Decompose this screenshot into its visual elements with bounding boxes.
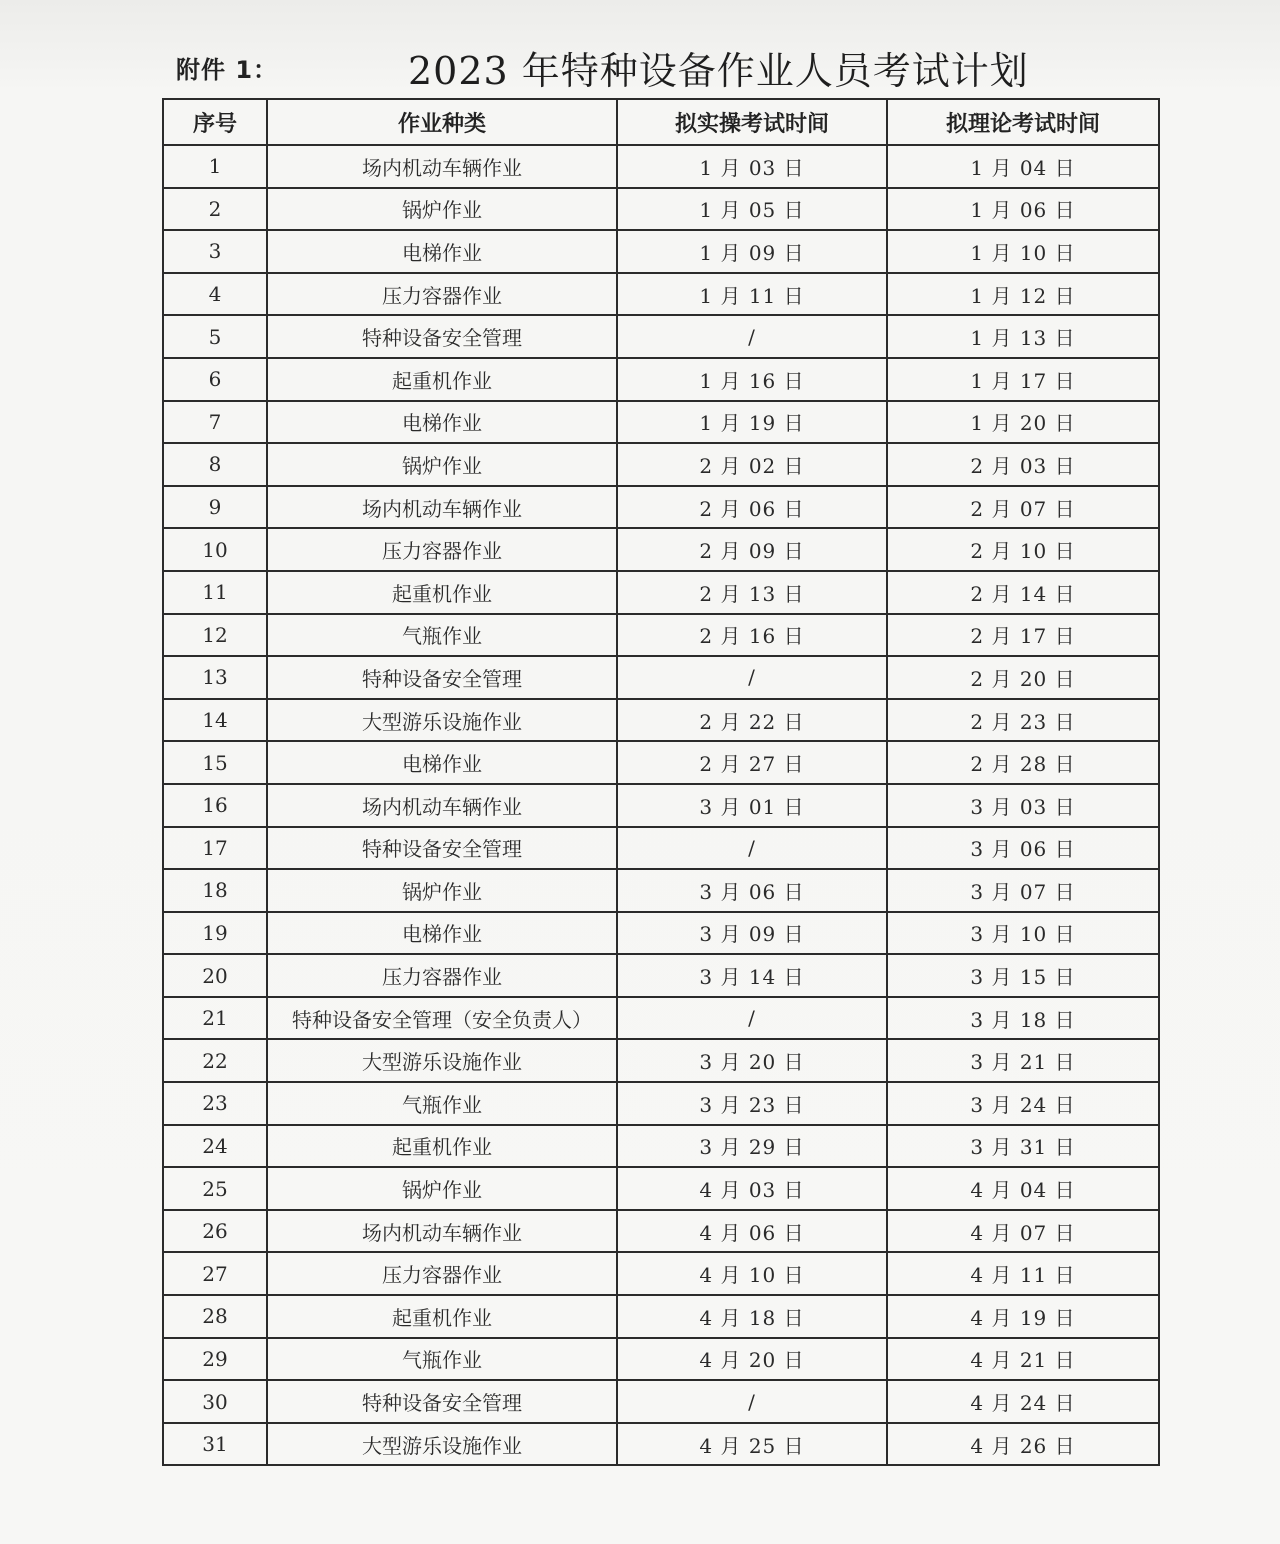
cell-work-type: 大型游乐设施作业 [267,699,617,742]
cell-work-type: 起重机作业 [267,1125,617,1168]
cell-work-type: 特种设备安全管理 [267,827,617,870]
cell-practical-time: / [617,656,887,699]
table-row [163,1167,1159,1210]
cell-theory-time: 2 月 14 日 [887,571,1159,614]
cell-work-type: 压力容器作业 [267,273,617,316]
cell-practical-time: 4 月 20 日 [617,1338,887,1381]
cell-practical-time: / [617,997,887,1040]
cell-work-type: 场内机动车辆作业 [267,784,617,827]
cell-theory-time: 3 月 24 日 [887,1082,1159,1125]
attachment-label: 附件 1： [176,56,279,84]
cell-work-type: 场内机动车辆作业 [267,145,617,188]
cell-no: 19 [163,912,267,955]
cell-work-type: 电梯作业 [267,230,617,273]
cell-work-type: 起重机作业 [267,1295,617,1338]
cell-work-type: 压力容器作业 [267,954,617,997]
cell-work-type: 压力容器作业 [267,1252,617,1295]
header-practical-time: 拟实操考试时间 [617,99,887,145]
cell-practical-time: 4 月 10 日 [617,1252,887,1295]
header-no: 序号 [163,99,267,145]
cell-work-type: 电梯作业 [267,741,617,784]
table-row [163,486,1159,529]
cell-theory-time: 1 月 17 日 [887,358,1159,401]
cell-practical-time: 3 月 06 日 [617,869,887,912]
cell-no: 25 [163,1167,267,1210]
cell-theory-time: 1 月 10 日 [887,230,1159,273]
cell-no: 23 [163,1082,267,1125]
cell-theory-time: 1 月 12 日 [887,273,1159,316]
cell-theory-time: 1 月 20 日 [887,401,1159,444]
cell-work-type: 电梯作业 [267,401,617,444]
cell-no: 30 [163,1380,267,1423]
table-row [163,656,1159,699]
cell-theory-time: 3 月 10 日 [887,912,1159,955]
cell-no: 3 [163,230,267,273]
cell-theory-time: 4 月 04 日 [887,1167,1159,1210]
cell-practical-time: 4 月 18 日 [617,1295,887,1338]
table-row [163,273,1159,316]
cell-no: 29 [163,1338,267,1381]
cell-no: 10 [163,528,267,571]
cell-work-type: 气瓶作业 [267,1082,617,1125]
cell-practical-time: 1 月 09 日 [617,230,887,273]
cell-theory-time: 2 月 03 日 [887,443,1159,486]
table-row [163,784,1159,827]
table-row [163,145,1159,188]
table-row [163,954,1159,997]
cell-no: 14 [163,699,267,742]
cell-practical-time: 1 月 16 日 [617,358,887,401]
header-type: 作业种类 [267,99,617,145]
cell-work-type: 起重机作业 [267,571,617,614]
cell-no: 31 [163,1423,267,1466]
cell-practical-time: 3 月 01 日 [617,784,887,827]
cell-practical-time: 1 月 19 日 [617,401,887,444]
cell-theory-time: 4 月 19 日 [887,1295,1159,1338]
cell-practical-time: 3 月 23 日 [617,1082,887,1125]
cell-practical-time: 2 月 02 日 [617,443,887,486]
cell-no: 18 [163,869,267,912]
table-row [163,1338,1159,1381]
cell-practical-time: 4 月 03 日 [617,1167,887,1210]
cell-no: 27 [163,1252,267,1295]
table-row [163,1380,1159,1423]
cell-practical-time: 4 月 06 日 [617,1210,887,1253]
table-row [163,528,1159,571]
cell-theory-time: 2 月 28 日 [887,741,1159,784]
table-row [163,230,1159,273]
cell-theory-time: 4 月 24 日 [887,1380,1159,1423]
cell-work-type: 特种设备安全管理 [267,1380,617,1423]
cell-practical-time: 1 月 03 日 [617,145,887,188]
header-theory-time: 拟理论考试时间 [887,99,1159,145]
table-row [163,699,1159,742]
cell-work-type: 大型游乐设施作业 [267,1039,617,1082]
table-row [163,1295,1159,1338]
cell-work-type: 特种设备安全管理 [267,656,617,699]
cell-no: 26 [163,1210,267,1253]
cell-practical-time: 3 月 29 日 [617,1125,887,1168]
cell-practical-time: 2 月 06 日 [617,486,887,529]
table-row [163,1210,1159,1253]
cell-theory-time: 3 月 18 日 [887,997,1159,1040]
table-row [163,912,1159,955]
cell-work-type: 气瓶作业 [267,614,617,657]
cell-theory-time: 4 月 07 日 [887,1210,1159,1253]
cell-practical-time: 2 月 16 日 [617,614,887,657]
cell-no: 17 [163,827,267,870]
cell-no: 9 [163,486,267,529]
cell-no: 21 [163,997,267,1040]
table-row [163,571,1159,614]
cell-work-type: 特种设备安全管理 [267,315,617,358]
cell-work-type: 大型游乐设施作业 [267,1423,617,1466]
cell-no: 22 [163,1039,267,1082]
cell-practical-time: / [617,1380,887,1423]
table-row [163,1082,1159,1125]
table-row [163,358,1159,401]
cell-no: 13 [163,656,267,699]
cell-practical-time: / [617,315,887,358]
cell-theory-time: 3 月 03 日 [887,784,1159,827]
cell-practical-time: 1 月 05 日 [617,188,887,231]
cell-practical-time: 3 月 20 日 [617,1039,887,1082]
cell-no: 6 [163,358,267,401]
table-row [163,401,1159,444]
cell-work-type: 场内机动车辆作业 [267,486,617,529]
cell-practical-time: 3 月 14 日 [617,954,887,997]
cell-work-type: 电梯作业 [267,912,617,955]
cell-theory-time: 2 月 23 日 [887,699,1159,742]
cell-no: 5 [163,315,267,358]
table-row [163,869,1159,912]
cell-no: 20 [163,954,267,997]
table-body [163,145,1159,1465]
cell-practical-time: 4 月 25 日 [617,1423,887,1466]
cell-work-type: 特种设备安全管理（安全负责人） [267,997,617,1040]
cell-theory-time: 4 月 11 日 [887,1252,1159,1295]
cell-theory-time: 2 月 07 日 [887,486,1159,529]
cell-no: 24 [163,1125,267,1168]
table-header-row [163,99,1159,145]
cell-work-type: 场内机动车辆作业 [267,1210,617,1253]
cell-work-type: 锅炉作业 [267,869,617,912]
cell-no: 7 [163,401,267,444]
cell-work-type: 锅炉作业 [267,188,617,231]
cell-practical-time: 3 月 09 日 [617,912,887,955]
cell-practical-time: 1 月 11 日 [617,273,887,316]
cell-work-type: 起重机作业 [267,358,617,401]
table-row [163,1039,1159,1082]
cell-no: 28 [163,1295,267,1338]
cell-practical-time: 2 月 09 日 [617,528,887,571]
cell-no: 11 [163,571,267,614]
cell-theory-time: 2 月 20 日 [887,656,1159,699]
cell-theory-time: 2 月 17 日 [887,614,1159,657]
cell-theory-time: 4 月 21 日 [887,1338,1159,1381]
cell-theory-time: 3 月 07 日 [887,869,1159,912]
table-row [163,614,1159,657]
cell-work-type: 压力容器作业 [267,528,617,571]
cell-no: 16 [163,784,267,827]
cell-theory-time: 3 月 15 日 [887,954,1159,997]
table-row [163,1252,1159,1295]
cell-no: 4 [163,273,267,316]
cell-no: 12 [163,614,267,657]
exam-schedule-table [162,98,1160,1466]
cell-practical-time: 2 月 27 日 [617,741,887,784]
cell-practical-time: / [617,827,887,870]
cell-theory-time: 3 月 21 日 [887,1039,1159,1082]
cell-theory-time: 3 月 31 日 [887,1125,1159,1168]
cell-theory-time: 1 月 06 日 [887,188,1159,231]
table-row [163,315,1159,358]
cell-no: 2 [163,188,267,231]
cell-work-type: 气瓶作业 [267,1338,617,1381]
cell-work-type: 锅炉作业 [267,1167,617,1210]
cell-no: 1 [163,145,267,188]
cell-practical-time: 2 月 13 日 [617,571,887,614]
cell-practical-time: 2 月 22 日 [617,699,887,742]
table-row [163,1423,1159,1466]
table-row [163,1125,1159,1168]
cell-theory-time: 2 月 10 日 [887,528,1159,571]
cell-theory-time: 4 月 26 日 [887,1423,1159,1466]
cell-theory-time: 1 月 04 日 [887,145,1159,188]
table-row [163,741,1159,784]
document-title: 2023 年特种设备作业人员考试计划 [408,49,1029,93]
cell-no: 8 [163,443,267,486]
cell-work-type: 锅炉作业 [267,443,617,486]
table-row [163,188,1159,231]
cell-theory-time: 1 月 13 日 [887,315,1159,358]
cell-no: 15 [163,741,267,784]
table-row [163,827,1159,870]
table-row [163,443,1159,486]
cell-theory-time: 3 月 06 日 [887,827,1159,870]
table-row [163,997,1159,1040]
